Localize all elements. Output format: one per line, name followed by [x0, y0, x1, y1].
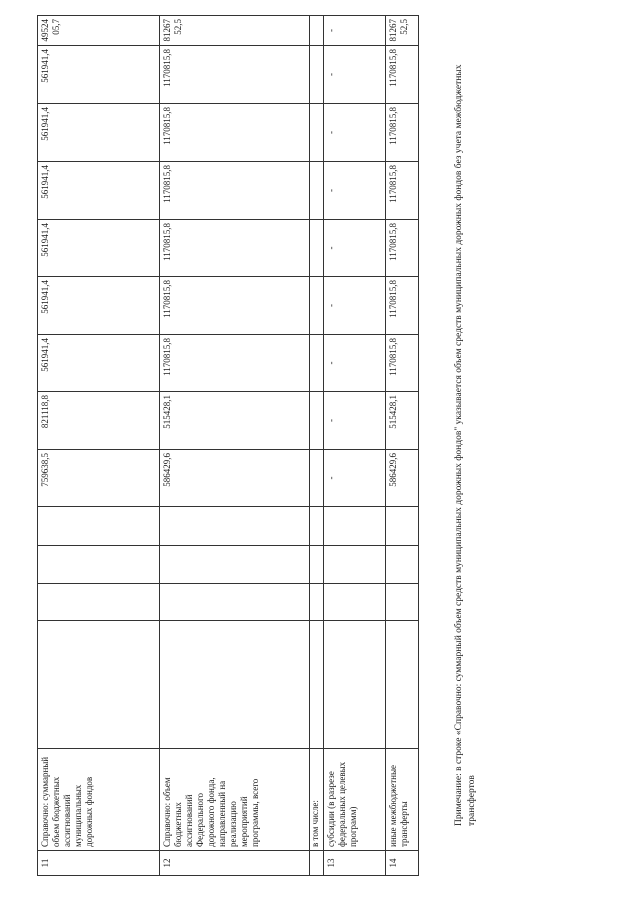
value-cell [310, 220, 324, 277]
value-cell: - [324, 162, 386, 220]
value-cell: 1170815,8 [160, 46, 310, 104]
row-label: субсидии (в разрезе федеральных целевых программ) [324, 749, 386, 851]
value-cell: 1170815,8 [386, 104, 419, 162]
empty-cell [160, 507, 310, 546]
empty-cell [386, 507, 419, 546]
value-cell: 561941,4 [38, 220, 160, 277]
value-cell: 821118,8 [38, 392, 160, 450]
value-cell: 515428,1 [386, 392, 419, 450]
empty-cell [324, 507, 386, 546]
value-cell [310, 450, 324, 507]
value-cell [310, 335, 324, 392]
value-cell: 586429,6 [386, 450, 419, 507]
empty-cell [310, 507, 324, 546]
value-cell: 1170815,8 [160, 335, 310, 392]
value-cell: 561941,4 [38, 277, 160, 335]
value-cell: 1170815,8 [386, 335, 419, 392]
empty-cell [160, 546, 310, 584]
value-cell: 561941,4 [38, 335, 160, 392]
table-row [38, 16, 160, 876]
table-row [324, 16, 386, 876]
empty-cell [310, 546, 324, 584]
value-cell: - [324, 46, 386, 104]
value-cell: - [324, 16, 386, 46]
empty-cell [386, 584, 419, 621]
value-cell: - [324, 220, 386, 277]
value-cell: 759638,5 [38, 450, 160, 507]
empty-cell [38, 584, 160, 621]
value-cell [310, 277, 324, 335]
value-cell: 4952405,7 [38, 16, 160, 46]
row-label: Справочно: объем бюджетных ассигнований Федерального дорожного фонда, направленный на реализацию мероприятий программы, всего [160, 749, 310, 851]
value-cell: 1170815,8 [386, 46, 419, 104]
row-label: иные межбюджетные трансферты [386, 749, 419, 851]
value-cell: 8126752,5 [160, 16, 310, 46]
empty-cell [386, 621, 419, 749]
row-number: 11 [38, 851, 160, 876]
footnote: Примечание: в строке «Справочно: суммарный объем средств муниципальных дорожных фондов" указывается объем средств муниципальных дорожных фондов без учета межбюджетных трансфертов [454, 64, 477, 826]
value-cell: - [324, 450, 386, 507]
value-cell: - [324, 277, 386, 335]
value-cell [310, 162, 324, 220]
value-cell: 1170815,8 [160, 220, 310, 277]
row-number: 14 [386, 851, 419, 876]
row-number: 12 [160, 851, 310, 876]
value-cell: 586429,6 [160, 450, 310, 507]
table-row [160, 16, 310, 876]
empty-cell [160, 621, 310, 749]
row-label: Справочно: суммарный объем бюджетных ассигнований муниципальных дорожных фондов [38, 749, 160, 851]
budget-table [37, 15, 419, 876]
value-cell [310, 104, 324, 162]
empty-cell [324, 621, 386, 749]
value-cell: - [324, 392, 386, 450]
empty-cell [38, 507, 160, 546]
value-cell: 515428,1 [160, 392, 310, 450]
value-cell: 8126752,5 [386, 16, 419, 46]
value-cell: - [324, 104, 386, 162]
value-cell: 1170815,8 [386, 162, 419, 220]
empty-cell [310, 621, 324, 749]
row-number [310, 851, 324, 876]
empty-cell [324, 584, 386, 621]
value-cell [310, 46, 324, 104]
value-cell: 1170815,8 [160, 104, 310, 162]
row-number: 13 [324, 851, 386, 876]
value-cell: 561941,4 [38, 162, 160, 220]
empty-cell [38, 621, 160, 749]
value-cell: 561941,4 [38, 104, 160, 162]
empty-cell [386, 546, 419, 584]
value-cell: 1170815,8 [160, 162, 310, 220]
value-cell: 561941,4 [38, 46, 160, 104]
table-row [386, 16, 419, 876]
value-cell [310, 16, 324, 46]
empty-cell [38, 546, 160, 584]
row-label: в том числе: [310, 749, 324, 851]
empty-cell [324, 546, 386, 584]
value-cell: 1170815,8 [160, 277, 310, 335]
value-cell [310, 392, 324, 450]
value-cell: 1170815,8 [386, 277, 419, 335]
table-row [310, 16, 324, 876]
empty-cell [160, 584, 310, 621]
value-cell: - [324, 335, 386, 392]
rotated-page-content [37, 16, 477, 876]
empty-cell [310, 584, 324, 621]
value-cell: 1170815,8 [386, 220, 419, 277]
